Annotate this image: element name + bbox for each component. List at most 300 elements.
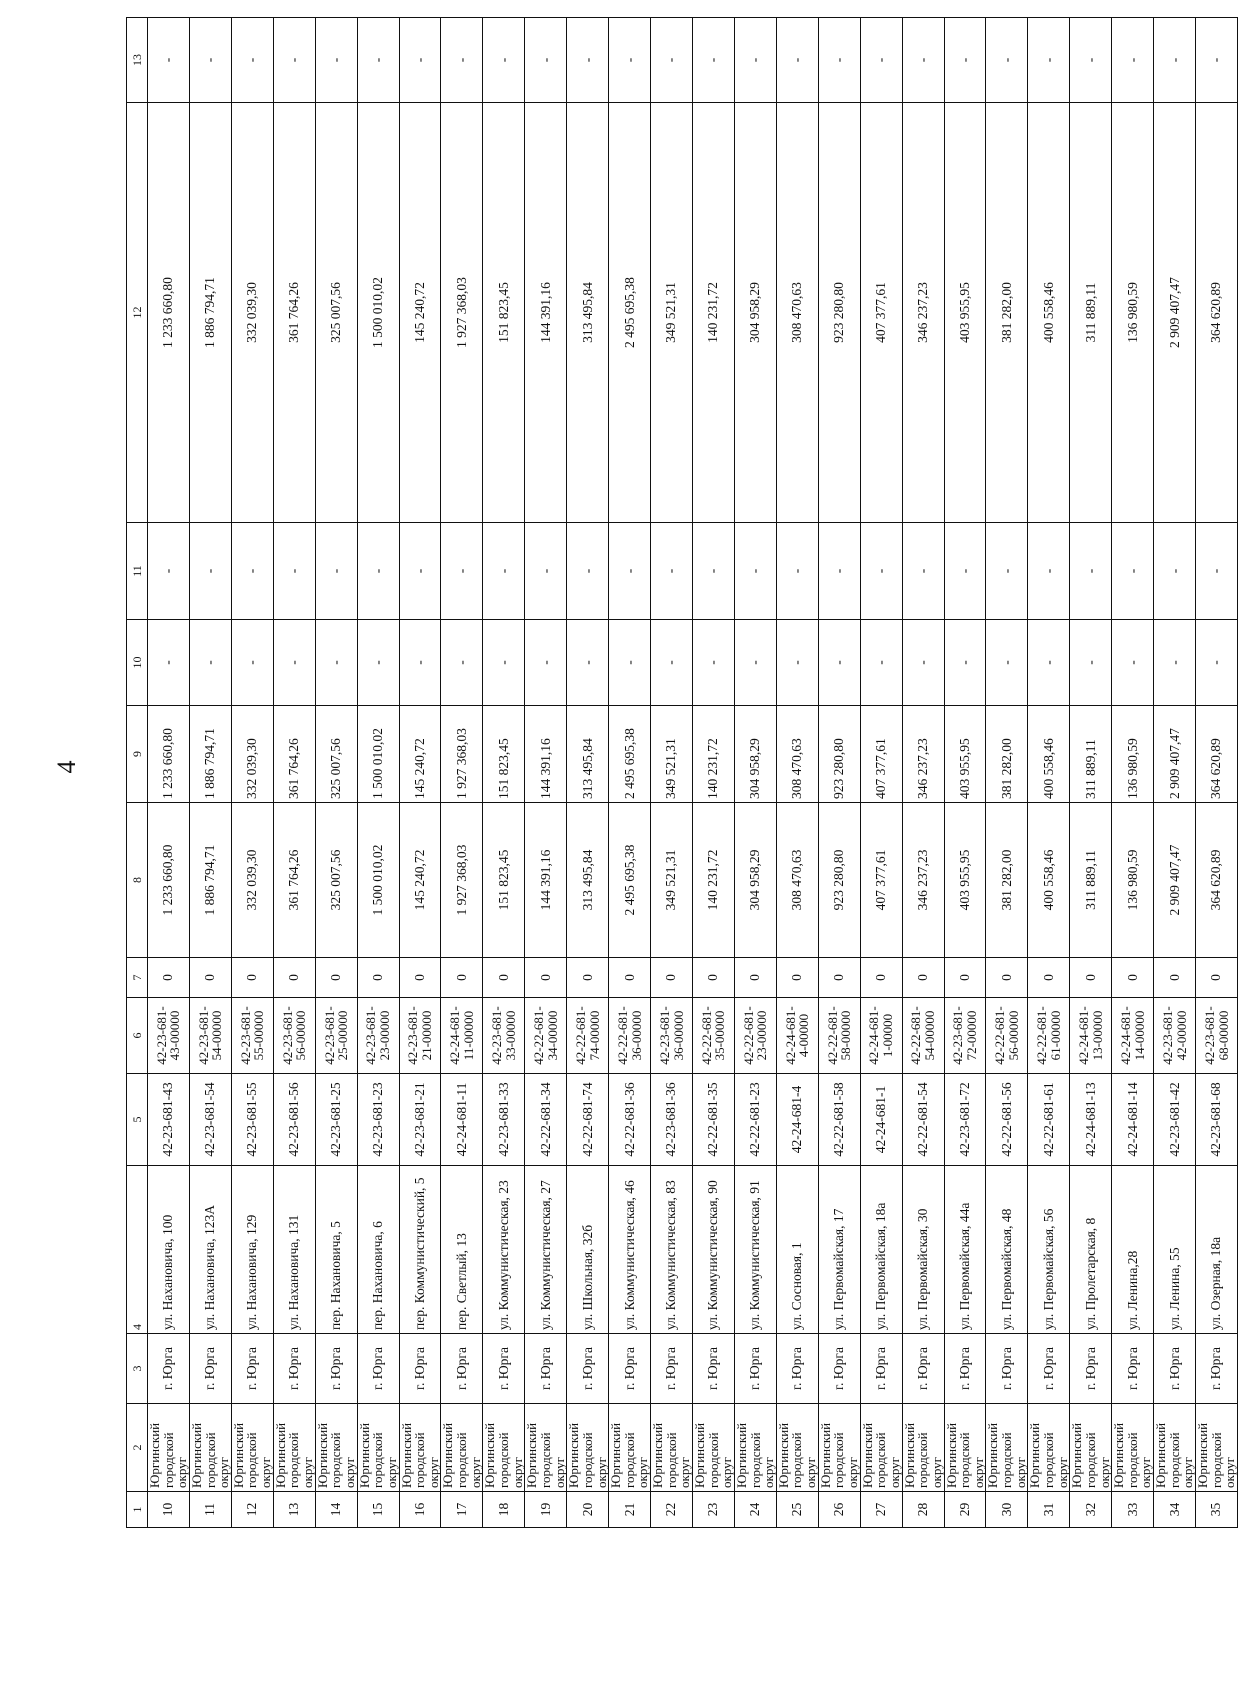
table-cell: 0 — [273, 958, 315, 998]
table-cell: 42-23-681-56 — [273, 1074, 315, 1166]
table-row — [148, 18, 190, 1528]
table-cell: ул. Школьная, 32б — [567, 1166, 609, 1334]
table-cell: Юргинский городской округ — [609, 1404, 651, 1492]
table-cell: 304 958,29 — [734, 803, 776, 958]
table-cell: Юргинский городской округ — [818, 1404, 860, 1492]
table-cell: 15 — [357, 1492, 399, 1528]
table-cell: 42-23-681-42-00000 — [1154, 998, 1196, 1074]
table-cell: - — [776, 18, 818, 103]
table-cell: 140 231,72 — [692, 803, 734, 958]
table-cell: - — [441, 620, 483, 706]
table-row — [986, 18, 1028, 1528]
table-cell: г. Юрга — [776, 1334, 818, 1404]
table-cell: ул. Ленина,28 — [1112, 1166, 1154, 1334]
header-cell: 1 — [127, 1492, 148, 1528]
table-row — [609, 18, 651, 1528]
table-cell: - — [231, 620, 273, 706]
table-row — [944, 18, 986, 1528]
table-cell: 313 495,84 — [567, 103, 609, 523]
table-cell: 0 — [776, 958, 818, 998]
table-cell: - — [734, 523, 776, 620]
table-row — [692, 18, 734, 1528]
table-cell: 1 500 010,02 — [357, 103, 399, 523]
header-cell: 13 — [127, 18, 148, 103]
table-cell: ул. Первомайская, 18а — [860, 1166, 902, 1334]
header-row — [127, 18, 148, 1528]
header-cell: 5 — [127, 1074, 148, 1166]
table-cell: - — [1196, 620, 1238, 706]
table-cell: г. Юрга — [231, 1334, 273, 1404]
header-cell: 12 — [127, 103, 148, 523]
table-cell: - — [273, 18, 315, 103]
table-cell: - — [776, 620, 818, 706]
table-cell: 0 — [231, 958, 273, 998]
table-cell: - — [1196, 18, 1238, 103]
table-cell: 42-22-681-34-00000 — [525, 998, 567, 1074]
table-cell: 311 889,11 — [1070, 103, 1112, 523]
table-cell: Юргинский городской округ — [1112, 1404, 1154, 1492]
table-cell: 42-23-681-68 — [1196, 1074, 1238, 1166]
table-cell: Юргинский городской округ — [692, 1404, 734, 1492]
table-cell: - — [651, 523, 693, 620]
table-cell: ул. Коммунистическая, 46 — [609, 1166, 651, 1334]
table-cell: г. Юрга — [860, 1334, 902, 1404]
table-cell: Юргинский городской округ — [734, 1404, 776, 1492]
table-cell: пер. Нахановича, 5 — [315, 1166, 357, 1334]
table-cell: ул. Нахановича, 131 — [273, 1166, 315, 1334]
table-cell: 136 980,59 — [1112, 103, 1154, 523]
table-cell: Юргинский городской округ — [1154, 1404, 1196, 1492]
table-cell: ул. Первомайская, 48 — [986, 1166, 1028, 1334]
table-cell: 381 282,00 — [986, 706, 1028, 803]
table-cell: 42-22-681-61 — [1028, 1074, 1070, 1166]
table-cell: 923 280,80 — [818, 803, 860, 958]
table-cell: Юргинский городской округ — [525, 1404, 567, 1492]
table-cell: 42-24-681-4-00000 — [776, 998, 818, 1074]
table-cell: 24 — [734, 1492, 776, 1528]
table-cell: г. Юрга — [1112, 1334, 1154, 1404]
table-cell: 308 470,63 — [776, 803, 818, 958]
table-cell: 42-22-681-61-00000 — [1028, 998, 1070, 1074]
table-cell: 42-23-681-54 — [189, 1074, 231, 1166]
header-cell: 6 — [127, 998, 148, 1074]
table-row — [818, 18, 860, 1528]
table-cell: ул. Коммунистическая, 91 — [734, 1166, 776, 1334]
table-cell: - — [609, 620, 651, 706]
table-cell: 42-23-681-23 — [357, 1074, 399, 1166]
table-cell: 304 958,29 — [734, 103, 776, 523]
table-cell: - — [734, 18, 776, 103]
table-cell: - — [525, 620, 567, 706]
table-cell: 1 233 660,80 — [148, 706, 190, 803]
table-cell: - — [399, 620, 441, 706]
table-cell: 0 — [1154, 958, 1196, 998]
table-cell: 42-23-681-23-00000 — [357, 998, 399, 1074]
table-cell: 0 — [692, 958, 734, 998]
table-cell: 361 764,26 — [273, 103, 315, 523]
table-cell: 325 007,56 — [315, 803, 357, 958]
table-cell: - — [1028, 620, 1070, 706]
table-cell: 0 — [734, 958, 776, 998]
table-cell: 1 927 368,03 — [441, 706, 483, 803]
table-cell: 0 — [357, 958, 399, 998]
table-cell: 0 — [818, 958, 860, 998]
table-cell: - — [1196, 523, 1238, 620]
table-cell: г. Юрга — [441, 1334, 483, 1404]
table-cell: 2 909 407,47 — [1154, 103, 1196, 523]
table-cell: - — [399, 523, 441, 620]
table-cell: 144 391,16 — [525, 706, 567, 803]
table-cell: 403 955,95 — [944, 803, 986, 958]
rotated-table-container — [126, 18, 1238, 1528]
table-cell: - — [944, 18, 986, 103]
table-cell: - — [441, 523, 483, 620]
register-table — [126, 17, 1238, 1528]
table-body — [148, 18, 1238, 1528]
table-cell: г. Юрга — [818, 1334, 860, 1404]
table-cell: - — [986, 523, 1028, 620]
table-cell: 20 — [567, 1492, 609, 1528]
table-cell: Юргинский городской округ — [315, 1404, 357, 1492]
table-cell: - — [231, 523, 273, 620]
table-cell: г. Юрга — [609, 1334, 651, 1404]
table-cell: Юргинский городской округ — [441, 1404, 483, 1492]
table-cell: 42-23-681-68-00000 — [1196, 998, 1238, 1074]
table-cell: - — [651, 620, 693, 706]
table-row — [231, 18, 273, 1528]
header-cell: 9 — [127, 706, 148, 803]
table-cell: - — [1070, 620, 1112, 706]
table-cell: 311 889,11 — [1070, 803, 1112, 958]
table-row — [902, 18, 944, 1528]
table-cell: 1 927 368,03 — [441, 103, 483, 523]
table-cell: 42-23-681-56-00000 — [273, 998, 315, 1074]
table-cell: - — [860, 18, 902, 103]
table-cell: - — [567, 523, 609, 620]
table-cell: 33 — [1112, 1492, 1154, 1528]
table-cell: 42-22-681-23-00000 — [734, 998, 776, 1074]
table-cell: 42-23-681-21-00000 — [399, 998, 441, 1074]
table-cell: 42-24-681-1-00000 — [860, 998, 902, 1074]
table-cell: 332 039,30 — [231, 803, 273, 958]
table-cell: 23 — [692, 1492, 734, 1528]
table-cell: - — [525, 18, 567, 103]
table-cell: - — [357, 18, 399, 103]
table-cell: - — [148, 620, 190, 706]
table-row — [357, 18, 399, 1528]
table-cell: 144 391,16 — [525, 803, 567, 958]
table-cell: - — [148, 18, 190, 103]
table-cell: 1 233 660,80 — [148, 803, 190, 958]
table-cell: - — [692, 523, 734, 620]
table-cell: г. Юрга — [1154, 1334, 1196, 1404]
table-cell: 346 237,23 — [902, 103, 944, 523]
table-cell: 16 — [399, 1492, 441, 1528]
table-cell: ул. Пролетарская, 8 — [1070, 1166, 1112, 1334]
table-row — [734, 18, 776, 1528]
table-cell: 0 — [944, 958, 986, 998]
table-row — [1028, 18, 1070, 1528]
table-cell: 42-24-681-14 — [1112, 1074, 1154, 1166]
table-cell: - — [315, 620, 357, 706]
table-cell: Юргинский городской округ — [651, 1404, 693, 1492]
table-cell: 1 927 368,03 — [441, 803, 483, 958]
table-cell: 42-22-681-58 — [818, 1074, 860, 1166]
table-cell: 42-22-681-58-00000 — [818, 998, 860, 1074]
table-cell: - — [818, 523, 860, 620]
table-cell: 0 — [483, 958, 525, 998]
table-row — [1154, 18, 1196, 1528]
table-cell: 325 007,56 — [315, 706, 357, 803]
table-cell: 403 955,95 — [944, 103, 986, 523]
table-cell: 144 391,16 — [525, 103, 567, 523]
table-cell: 400 558,46 — [1028, 803, 1070, 958]
table-cell: г. Юрга — [651, 1334, 693, 1404]
table-cell: 42-23-681-55 — [231, 1074, 273, 1166]
table-cell: 42-23-681-42 — [1154, 1074, 1196, 1166]
table-cell: Юргинский городской округ — [1196, 1404, 1238, 1492]
table-cell: пер. Нахановича, 6 — [357, 1166, 399, 1334]
header-cell: 8 — [127, 803, 148, 958]
table-cell: 42-22-681-23 — [734, 1074, 776, 1166]
table-cell: 308 470,63 — [776, 103, 818, 523]
table-cell: - — [1028, 18, 1070, 103]
table-cell: - — [986, 18, 1028, 103]
table-row — [651, 18, 693, 1528]
table-cell: - — [818, 620, 860, 706]
table-cell: 923 280,80 — [818, 103, 860, 523]
table-cell: 42-24-681-11 — [441, 1074, 483, 1166]
table-cell: - — [357, 523, 399, 620]
table-cell: 42-23-681-21 — [399, 1074, 441, 1166]
table-row — [860, 18, 902, 1528]
table-cell: ул. Первомайская, 56 — [1028, 1166, 1070, 1334]
table-cell: 136 980,59 — [1112, 706, 1154, 803]
table-cell: - — [1112, 620, 1154, 706]
table-cell: 151 823,45 — [483, 103, 525, 523]
table-cell: - — [273, 523, 315, 620]
table-cell: пер. Коммунистический, 5 — [399, 1166, 441, 1334]
table-cell: - — [1112, 18, 1154, 103]
table-cell: 349 521,31 — [651, 103, 693, 523]
table-cell: ул. Озерная, 18а — [1196, 1166, 1238, 1334]
table-cell: Юргинский городской округ — [1070, 1404, 1112, 1492]
table-row — [441, 18, 483, 1528]
header-cell: 4 — [127, 1166, 148, 1334]
table-cell: 346 237,23 — [902, 803, 944, 958]
table-cell: 361 764,26 — [273, 706, 315, 803]
table-cell: - — [441, 18, 483, 103]
page-number: 4 — [52, 760, 81, 774]
table-cell: ул. Ленина, 55 — [1154, 1166, 1196, 1334]
table-cell: 42-22-681-34 — [525, 1074, 567, 1166]
table-cell: 145 240,72 — [399, 706, 441, 803]
table-cell: 14 — [315, 1492, 357, 1528]
table-cell: 332 039,30 — [231, 706, 273, 803]
table-cell: 31 — [1028, 1492, 1070, 1528]
table-cell: Юргинский городской округ — [189, 1404, 231, 1492]
table-cell: 349 521,31 — [651, 803, 693, 958]
header-cell: 7 — [127, 958, 148, 998]
table-cell: г. Юрга — [902, 1334, 944, 1404]
table-cell: 145 240,72 — [399, 803, 441, 958]
table-cell: 0 — [1028, 958, 1070, 998]
table-cell: 42-23-681-33 — [483, 1074, 525, 1166]
table-row — [525, 18, 567, 1528]
table-cell: г. Юрга — [315, 1334, 357, 1404]
table-cell: Юргинский городской округ — [273, 1404, 315, 1492]
table-cell: 2 495 695,38 — [609, 103, 651, 523]
table-cell: 364 620,89 — [1196, 103, 1238, 523]
table-cell: 42-24-681-13 — [1070, 1074, 1112, 1166]
table-cell: - — [189, 620, 231, 706]
table-cell: ул. Первомайская, 17 — [818, 1166, 860, 1334]
table-cell: - — [818, 18, 860, 103]
table-cell: - — [357, 620, 399, 706]
header-cell: 11 — [127, 523, 148, 620]
table-row — [776, 18, 818, 1528]
table-cell: - — [1070, 523, 1112, 620]
table-cell: 42-22-681-36 — [609, 1074, 651, 1166]
table-cell: 400 558,46 — [1028, 103, 1070, 523]
table-cell: 403 955,95 — [944, 706, 986, 803]
table-cell: - — [609, 523, 651, 620]
table-cell: 10 — [148, 1492, 190, 1528]
table-cell: 42-23-681-43-00000 — [148, 998, 190, 1074]
table-cell: 42-23-681-72-00000 — [944, 998, 986, 1074]
table-cell: 17 — [441, 1492, 483, 1528]
table-cell: - — [860, 523, 902, 620]
table-row — [189, 18, 231, 1528]
table-cell: Юргинский городской округ — [483, 1404, 525, 1492]
table-cell: - — [944, 523, 986, 620]
table-cell: - — [1154, 620, 1196, 706]
table-cell: - — [986, 620, 1028, 706]
table-row — [273, 18, 315, 1528]
table-cell: 1 886 794,71 — [189, 706, 231, 803]
table-cell: 325 007,56 — [315, 103, 357, 523]
table-cell: - — [1154, 18, 1196, 103]
table-cell: г. Юрга — [692, 1334, 734, 1404]
table-cell: 42-24-681-14-00000 — [1112, 998, 1154, 1074]
table-cell: 400 558,46 — [1028, 706, 1070, 803]
table-cell: 42-23-681-33-00000 — [483, 998, 525, 1074]
table-cell: Юргинский городской округ — [357, 1404, 399, 1492]
table-cell: г. Юрга — [189, 1334, 231, 1404]
table-cell: Юргинский городской округ — [1028, 1404, 1070, 1492]
table-cell: 32 — [1070, 1492, 1112, 1528]
table-cell: 0 — [148, 958, 190, 998]
table-cell: 42-22-681-74 — [567, 1074, 609, 1166]
table-cell: 28 — [902, 1492, 944, 1528]
table-cell: - — [1112, 523, 1154, 620]
table-cell: ул. Коммунистическая, 23 — [483, 1166, 525, 1334]
table-cell: 0 — [525, 958, 567, 998]
table-cell: 11 — [189, 1492, 231, 1528]
table-cell: 0 — [567, 958, 609, 998]
table-cell: 13 — [273, 1492, 315, 1528]
table-cell: 407 377,61 — [860, 103, 902, 523]
table-cell: г. Юрга — [525, 1334, 567, 1404]
table-cell: - — [399, 18, 441, 103]
table-cell: 42-24-681-4 — [776, 1074, 818, 1166]
table-row — [399, 18, 441, 1528]
table-cell: 42-24-681-11-00000 — [441, 998, 483, 1074]
table-cell: 42-23-681-43 — [148, 1074, 190, 1166]
table-cell: 0 — [315, 958, 357, 998]
table-cell: г. Юрга — [1070, 1334, 1112, 1404]
table-cell: 140 231,72 — [692, 706, 734, 803]
table-cell: 151 823,45 — [483, 803, 525, 958]
table-cell: 311 889,11 — [1070, 706, 1112, 803]
table-cell: 0 — [609, 958, 651, 998]
table-cell: 42-22-681-35-00000 — [692, 998, 734, 1074]
table-cell: 12 — [231, 1492, 273, 1528]
table-cell: - — [734, 620, 776, 706]
table-cell: 34 — [1154, 1492, 1196, 1528]
table-cell: г. Юрга — [148, 1334, 190, 1404]
table-cell: 2 495 695,38 — [609, 803, 651, 958]
table-cell: 151 823,45 — [483, 706, 525, 803]
table-cell: - — [483, 620, 525, 706]
table-cell: 42-23-681-36-00000 — [651, 998, 693, 1074]
table-cell: - — [189, 18, 231, 103]
table-cell: 364 620,89 — [1196, 803, 1238, 958]
table-cell: 1 500 010,02 — [357, 706, 399, 803]
table-cell: - — [231, 18, 273, 103]
table-cell: 0 — [1070, 958, 1112, 998]
table-cell: 26 — [818, 1492, 860, 1528]
table-cell: 0 — [860, 958, 902, 998]
table-cell: 2 909 407,47 — [1154, 803, 1196, 958]
table-cell: пер. Светлый, 13 — [441, 1166, 483, 1334]
table-cell: ул. Коммунистическая, 90 — [692, 1166, 734, 1334]
table-cell: 22 — [651, 1492, 693, 1528]
table-cell: Юргинский городской округ — [860, 1404, 902, 1492]
table-cell: 42-22-681-35 — [692, 1074, 734, 1166]
table-cell: Юргинский городской округ — [567, 1404, 609, 1492]
table-cell: г. Юрга — [483, 1334, 525, 1404]
table-cell: г. Юрга — [273, 1334, 315, 1404]
table-cell: 313 495,84 — [567, 803, 609, 958]
table-cell: 0 — [651, 958, 693, 998]
table-cell: ул. Нахановича, 100 — [148, 1166, 190, 1334]
table-cell: - — [189, 523, 231, 620]
table-cell: 346 237,23 — [902, 706, 944, 803]
table-cell: - — [567, 620, 609, 706]
table-cell: 25 — [776, 1492, 818, 1528]
header-cell: 2 — [127, 1404, 148, 1492]
table-cell: 29 — [944, 1492, 986, 1528]
table-cell: - — [651, 18, 693, 103]
table-cell: 42-22-681-56 — [986, 1074, 1028, 1166]
table-cell: 42-22-681-56-00000 — [986, 998, 1028, 1074]
table-cell: 923 280,80 — [818, 706, 860, 803]
table-cell: Юргинский городской округ — [148, 1404, 190, 1492]
table-cell: 332 039,30 — [231, 103, 273, 523]
table-cell: ул. Нахановича, 123А — [189, 1166, 231, 1334]
table-cell: г. Юрга — [567, 1334, 609, 1404]
table-cell: ул. Первомайская, 44а — [944, 1166, 986, 1334]
table-cell: - — [148, 523, 190, 620]
header-cell: 10 — [127, 620, 148, 706]
table-cell: 35 — [1196, 1492, 1238, 1528]
table-cell: 42-23-681-55-00000 — [231, 998, 273, 1074]
table-cell: г. Юрга — [734, 1334, 776, 1404]
table-cell: Юргинский городской округ — [776, 1404, 818, 1492]
table-cell: 21 — [609, 1492, 651, 1528]
table-cell: г. Юрга — [1196, 1334, 1238, 1404]
